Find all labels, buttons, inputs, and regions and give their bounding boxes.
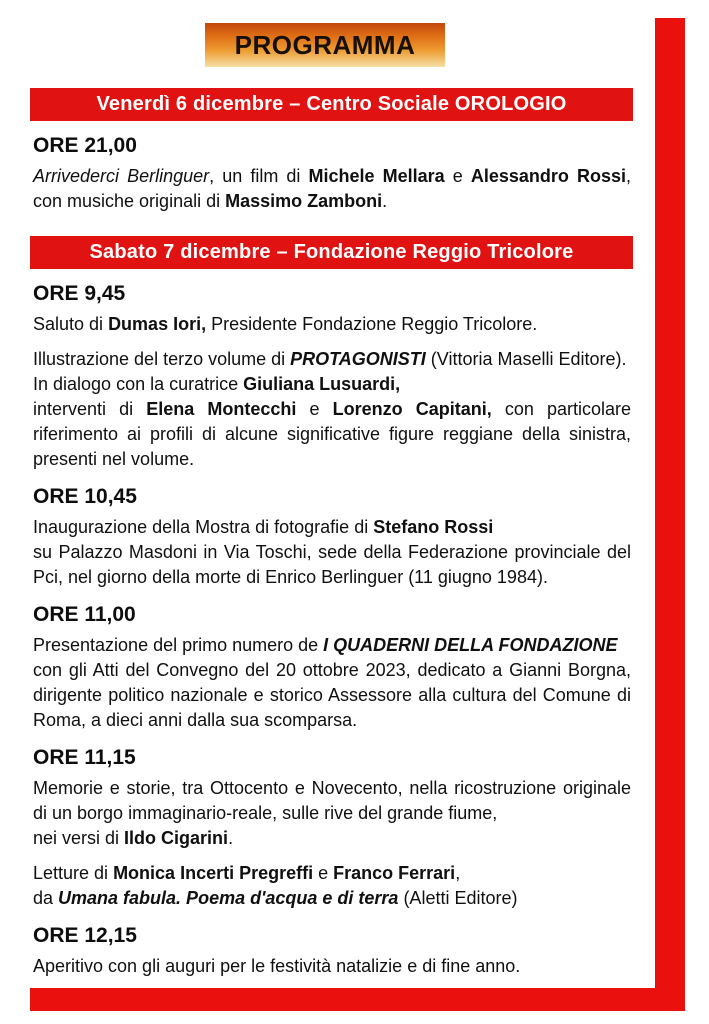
text-run: con particolare riferimento ai profili di alcune significative figure reggiane della sinistra, presenti nel volume. <box>33 399 631 469</box>
section-banner: Sabato 7 dicembre – Fondazione Reggio Tricolore <box>30 236 633 269</box>
event-paragraph <box>33 861 633 911</box>
event-paragraph <box>33 347 633 472</box>
text-run: Memorie e storie, tra Ottocento e Novecento, nella ricostruzione originale di un borgo immaginario-reale, sulle rive del grande fiume, <box>33 778 631 823</box>
text-run: (Vittoria Maselli Editore). <box>425 349 627 369</box>
text-run: Umana fabula. Poema d'acqua e di terra <box>58 888 399 908</box>
text-run: su Palazzo Masdoni in Via Toschi, sede della Federazione provinciale del Pci, nel giorno della morte di Enrico Berlinguer (11 giugno 1984). <box>33 542 631 587</box>
text-run: Inaugurazione della Mostra di fotografie di <box>33 517 374 537</box>
event-paragraph <box>33 954 633 979</box>
text-run: Presentazione del primo numero de <box>33 635 324 655</box>
program-content <box>30 88 633 989</box>
event-time: ORE 11,15 <box>33 746 136 769</box>
text-run: . <box>382 191 388 211</box>
text-run: Presidente Fondazione Reggio Tricolore. <box>206 314 538 334</box>
event-paragraph <box>33 633 633 733</box>
text-run: I QUADERNI DELLA FONDAZIONE <box>323 635 618 655</box>
right-red-border <box>655 18 685 1011</box>
program-section <box>30 236 633 979</box>
event-time: ORE 11,00 <box>33 603 136 626</box>
event-paragraph <box>33 776 633 851</box>
bottom-red-border <box>30 988 685 1011</box>
event-paragraph <box>33 312 633 337</box>
event-time: ORE 10,45 <box>33 485 137 508</box>
text-run: interventi di <box>33 399 147 419</box>
text-run: (Aletti Editore) <box>398 888 518 908</box>
text-run: Illustrazione del terzo volume di <box>33 349 291 369</box>
text-run: Saluto di <box>33 314 109 334</box>
text-run: , un film di <box>209 166 309 186</box>
text-run: Stefano Rossi <box>373 517 494 537</box>
text-run: , <box>455 863 461 883</box>
text-run: da <box>33 888 59 908</box>
text-run: , con musiche originali di <box>33 166 631 211</box>
event-paragraph <box>33 164 633 214</box>
text-run: e <box>296 399 333 419</box>
text-run: Lorenzo Capitani, <box>332 399 492 419</box>
text-run: e <box>444 166 471 186</box>
text-run: Arrivederci Berlinguer <box>33 166 210 186</box>
event-time: ORE 9,45 <box>33 282 126 305</box>
text-run: Elena Montecchi <box>146 399 297 419</box>
text-run: Massimo Zamboni <box>225 191 383 211</box>
text-run: Ildo Cigarini <box>124 828 229 848</box>
text-run: Letture di <box>33 863 114 883</box>
program-section <box>30 88 633 214</box>
text-run: e <box>313 863 334 883</box>
text-run: nei versi di <box>33 828 125 848</box>
text-run: Monica Incerti Pregreffi <box>113 863 314 883</box>
text-run: Giuliana Lusuardi, <box>243 374 401 394</box>
text-run: Michele Mellara <box>308 166 445 186</box>
text-run: In dialogo con la curatrice <box>33 374 244 394</box>
text-run: Dumas Iori, <box>108 314 207 334</box>
text-run: Aperitivo con gli auguri per le festività natalizie e di fine anno. <box>33 956 521 976</box>
event-time: ORE 21,00 <box>33 134 137 157</box>
event-time: ORE 12,15 <box>33 924 137 947</box>
programma-header: PROGRAMMA <box>205 23 445 67</box>
event-paragraph <box>33 515 633 590</box>
section-banner: Venerdì 6 dicembre – Centro Sociale OROLOGIO <box>30 88 633 121</box>
text-run: Alessandro Rossi <box>470 166 626 186</box>
text-run: con gli Atti del Convegno del 20 ottobre 2023, dedicato a Gianni Borgna, dirigente politico nazionale e storico Assessore alla cultura del Comune di Roma, a dieci anni dalla sua scomparsa. <box>33 660 631 730</box>
text-run: Franco Ferrari <box>333 863 456 883</box>
text-run: PROTAGONISTI <box>290 349 426 369</box>
text-run: . <box>228 828 234 848</box>
